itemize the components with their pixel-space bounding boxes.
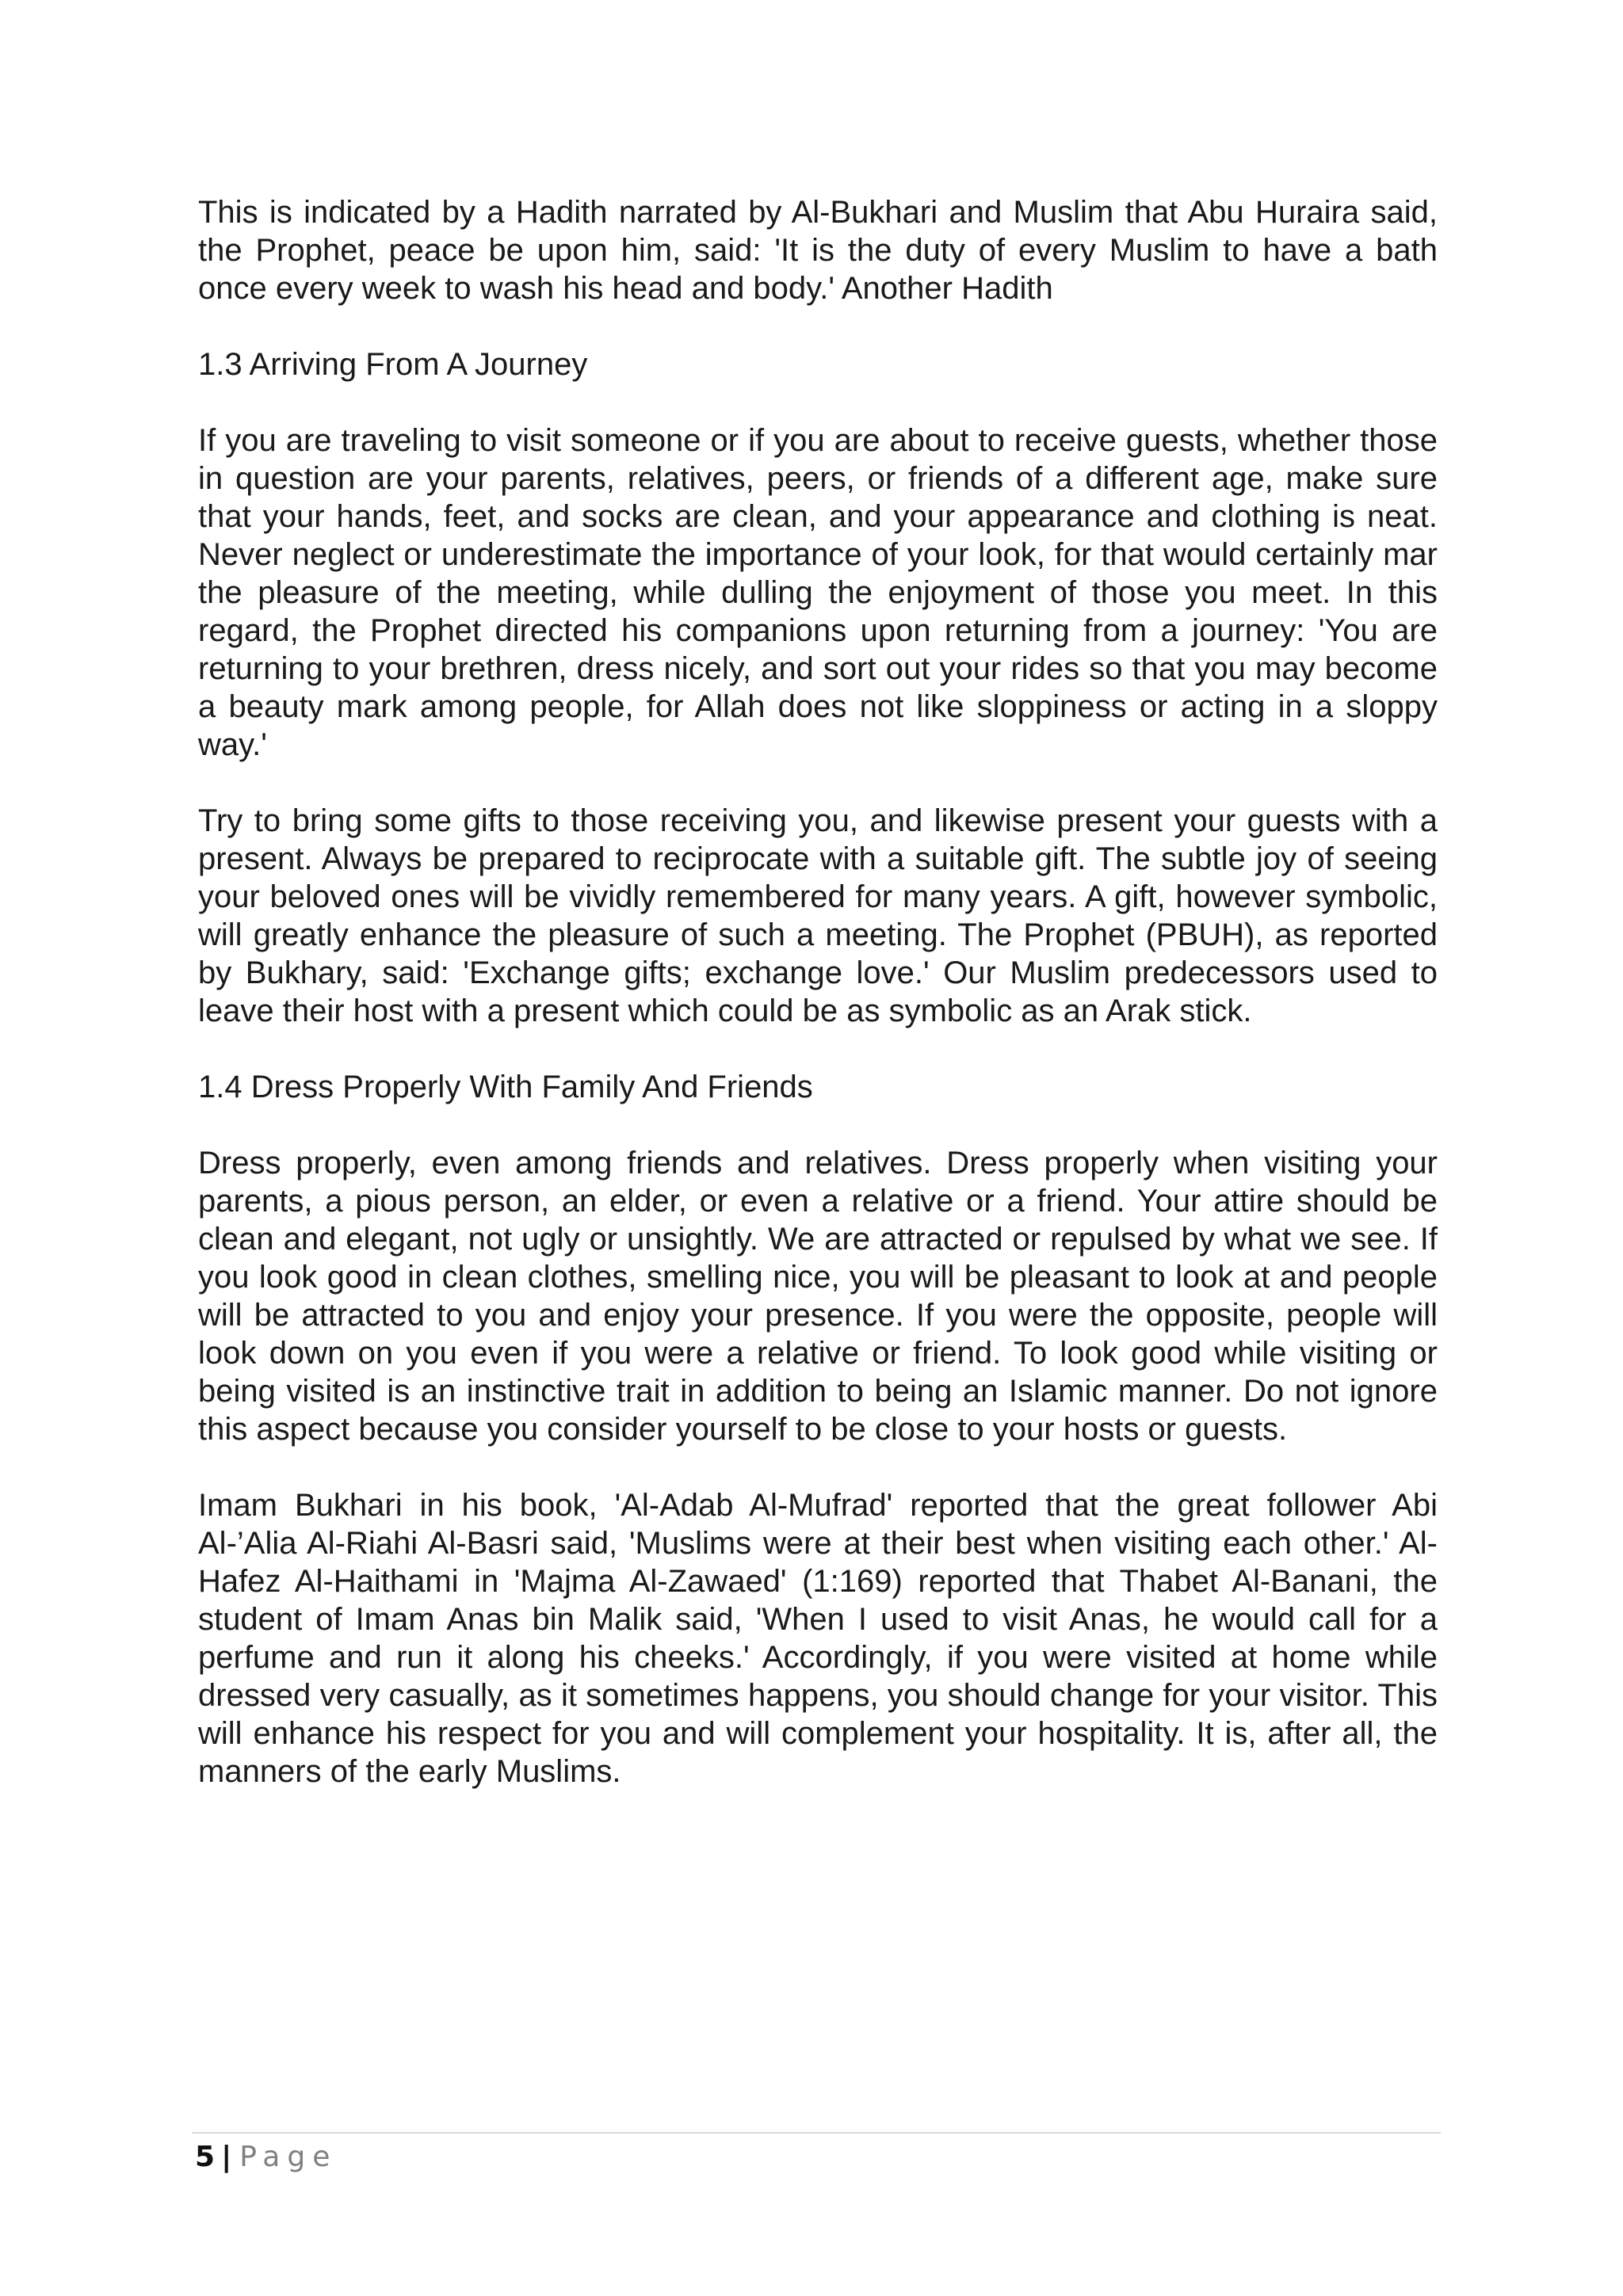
- paragraph-traveling-appearance: If you are traveling to visit someone or if you are about to receive guests, whether those in question are your parents, relatives, peers, or friends of a different age, make sure that your hands, feet, and socks are clean, and your appearance and clothing is neat. Never neglect or underestimate the importance of your look, for that would certainly mar the pleasure of the meeting, while dulling the enjoyment of those you meet. In this regard, the Prophet directed his companions upon returning from a journey: 'You are returning to your brethren, dress nicely, and sort out your rides so that you may become a beauty mark among people, for Allah does not like sloppiness or acting in a sloppy way.': [198, 423, 1438, 762]
- page-number: 5: [195, 2141, 216, 2173]
- page-footer: [195, 2139, 337, 2176]
- paragraph-dress-properly: Dress properly, even among friends and relatives. Dress properly when visiting your parents, a pious person, an elder, or even a relative or a friend. Your attire should be clean and elegant, not ugly or unsightly. We are attracted or repulsed by what we see. If you look good in clean clothes, smelling nice, you will be pleasant to look at and people will be attracted to you and enjoy your presence. If you were the opposite, people will look down on you even if you were a relative or friend. To look good while visiting or being visited is an instinctive trait in addition to being an Islamic manner. Do not ignore this aspect because you consider yourself to be close to your hosts or guests.: [198, 1146, 1438, 1447]
- paragraph-imam-bukhari: Imam Bukhari in his book, 'Al-Adab Al-Mufrad' reported that the great follower Abi Al-’Alia Al-Riahi Al-Basri said, 'Muslims were at their best when visiting each other.' Al-Hafez Al-Haithami in 'Majma Al-Zawaed' (1:169) reported that Thabet Al-Banani, the student of Imam Anas bin Malik said, 'When I used to visit Anas, he would call for a perfume and run it along his cheeks.' Accordingly, if you were visited at home while dressed very casually, as it sometimes happens, you should change for your visitor. This will enhance his respect for you and will complement your hospitality. It is, after all, the manners of the early Muslims.: [198, 1488, 1438, 1789]
- footer-separator: |: [221, 2141, 232, 2173]
- page-label: Page: [239, 2141, 338, 2173]
- page-content: [198, 193, 1438, 1829]
- section-heading-arriving-from-journey: 1.3 Arriving From A Journey: [198, 347, 588, 382]
- paragraph-gifts: Try to bring some gifts to those receiving you, and likewise present your guests with a present. Always be prepared to reciprocate with a suitable gift. The subtle joy of seeing your beloved ones will be vividly remembered for many years. A gift, however symbolic, will greatly enhance the pleasure of such a meeting. The Prophet (PBUH), as reported by Bukhary, said: 'Exchange gifts; exchange love.' Our Muslim predecessors used to leave their host with a present which could be as symbolic as an Arak stick.: [198, 803, 1438, 1028]
- paragraph-hadith-bath: This is indicated by a Hadith narrated by Al-Bukhari and Muslim that Abu Huraira said, the Prophet, peace be upon him, said: 'It is the duty of every Muslim to have a bath once every week to wash his head and body.' Another Hadith: [198, 195, 1438, 306]
- section-heading-dress-properly: 1.4 Dress Properly With Family And Friends: [198, 1070, 813, 1104]
- footer-divider: [192, 2132, 1441, 2134]
